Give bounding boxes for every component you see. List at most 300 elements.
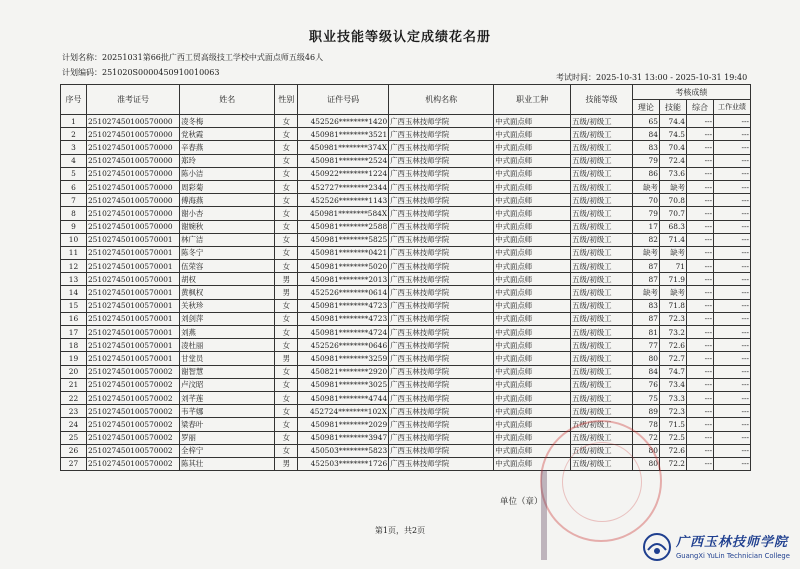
cell-trade: 中式面点师 bbox=[494, 207, 571, 220]
cell-name: 关秋珍 bbox=[180, 299, 275, 312]
cell-theory: 80 bbox=[632, 457, 659, 470]
cell-ticket: 251027450100570002 bbox=[86, 418, 179, 431]
cell-name: 胡权 bbox=[180, 273, 275, 286]
cell-work: --- bbox=[714, 286, 751, 299]
cell-level: 五级/初级工 bbox=[571, 167, 633, 180]
cell-ticket: 251027450100570000 bbox=[86, 180, 179, 193]
cell-trade: 中式面点师 bbox=[494, 180, 571, 193]
header-ticket: 准考证号 bbox=[86, 85, 179, 115]
cell-seq: 1 bbox=[61, 115, 87, 128]
cell-ticket: 251027450100570000 bbox=[86, 154, 179, 167]
cell-id: 452526********1420 bbox=[298, 115, 389, 128]
cell-theory: 87 bbox=[632, 312, 659, 325]
plan-code: 计划编码：251020S0000450910010063 bbox=[62, 68, 220, 77]
cell-theory: 缺考 bbox=[632, 246, 659, 259]
cell-gender: 女 bbox=[275, 326, 298, 339]
cell-skill: 缺考 bbox=[659, 246, 686, 259]
cell-theory: 75 bbox=[632, 391, 659, 404]
cell-theory: 79 bbox=[632, 154, 659, 167]
cell-work: --- bbox=[714, 246, 751, 259]
cell-level: 五级/初级工 bbox=[571, 405, 633, 418]
cell-id: 450981********3947 bbox=[298, 431, 389, 444]
cell-level: 五级/初级工 bbox=[571, 128, 633, 141]
table-row bbox=[61, 154, 751, 167]
cell-seq: 9 bbox=[61, 220, 87, 233]
cell-id: 452526********0614 bbox=[298, 286, 389, 299]
cell-level: 五级/初级工 bbox=[571, 180, 633, 193]
cell-work: --- bbox=[714, 326, 751, 339]
cell-ticket: 251027450100570001 bbox=[86, 273, 179, 286]
table-row bbox=[61, 260, 751, 273]
cell-theory: 87 bbox=[632, 273, 659, 286]
cell-org: 广西玉林技师学院 bbox=[389, 312, 494, 325]
cell-skill: 68.3 bbox=[659, 220, 686, 233]
cell-level: 五级/初级工 bbox=[571, 431, 633, 444]
table-row bbox=[61, 207, 751, 220]
cell-skill: 72.2 bbox=[659, 457, 686, 470]
cell-org: 广西玉林技师学院 bbox=[389, 154, 494, 167]
seal-inner-ring bbox=[562, 442, 642, 522]
cell-skill: 71.4 bbox=[659, 233, 686, 246]
cell-seq: 26 bbox=[61, 444, 87, 457]
cell-overall: --- bbox=[687, 391, 714, 404]
cell-theory: 83 bbox=[632, 141, 659, 154]
cell-theory: 86 bbox=[632, 167, 659, 180]
cell-id: 452724********102X bbox=[298, 405, 389, 418]
cell-id: 450981********5825 bbox=[298, 233, 389, 246]
cell-theory: 81 bbox=[632, 326, 659, 339]
cell-work: --- bbox=[714, 233, 751, 246]
cell-org: 广西玉林技师学院 bbox=[389, 457, 494, 470]
cell-skill: 71.5 bbox=[659, 418, 686, 431]
cell-gender: 女 bbox=[275, 115, 298, 128]
cell-theory: 缺考 bbox=[632, 180, 659, 193]
cell-name: 黄枫权 bbox=[180, 286, 275, 299]
cell-org: 广西玉林技师学院 bbox=[389, 365, 494, 378]
college-emblem-icon bbox=[642, 532, 672, 562]
cell-id: 452526********1143 bbox=[298, 194, 389, 207]
cell-work: --- bbox=[714, 128, 751, 141]
cell-gender: 女 bbox=[275, 141, 298, 154]
cell-level: 五级/初级工 bbox=[571, 154, 633, 167]
cell-org: 广西玉林技师学院 bbox=[389, 391, 494, 404]
cell-ticket: 251027450100570001 bbox=[86, 260, 179, 273]
cell-gender: 男 bbox=[275, 457, 298, 470]
cell-skill: 72.3 bbox=[659, 405, 686, 418]
cell-overall: --- bbox=[687, 233, 714, 246]
cell-ticket: 251027450100570002 bbox=[86, 457, 179, 470]
cell-level: 五级/初级工 bbox=[571, 339, 633, 352]
cell-org: 广西玉林技师学院 bbox=[389, 273, 494, 286]
cell-theory: 77 bbox=[632, 339, 659, 352]
cell-work: --- bbox=[714, 418, 751, 431]
header-org: 机构名称 bbox=[389, 85, 494, 115]
cell-skill: 72.3 bbox=[659, 312, 686, 325]
cell-trade: 中式面点师 bbox=[494, 273, 571, 286]
cell-skill: 71.9 bbox=[659, 273, 686, 286]
table-row bbox=[61, 339, 751, 352]
cell-level: 五级/初级工 bbox=[571, 391, 633, 404]
cell-seq: 3 bbox=[61, 141, 87, 154]
header-gender: 性别 bbox=[275, 85, 298, 115]
cell-gender: 女 bbox=[275, 220, 298, 233]
cell-name: 辛春燕 bbox=[180, 141, 275, 154]
cell-ticket: 251027450100570001 bbox=[86, 339, 179, 352]
cell-trade: 中式面点师 bbox=[494, 405, 571, 418]
cell-overall: --- bbox=[687, 286, 714, 299]
table-row bbox=[61, 405, 751, 418]
cell-org: 广西玉林技师学院 bbox=[389, 418, 494, 431]
cell-seq: 12 bbox=[61, 260, 87, 273]
cell-org: 广西玉林技师学院 bbox=[389, 180, 494, 193]
cell-level: 五级/初级工 bbox=[571, 444, 633, 457]
cell-gender: 女 bbox=[275, 167, 298, 180]
table-row bbox=[61, 194, 751, 207]
table-row bbox=[61, 233, 751, 246]
cell-id: 450981********374X bbox=[298, 141, 389, 154]
cell-id: 450981********0421 bbox=[298, 246, 389, 259]
cell-org: 广西玉林技师学院 bbox=[389, 326, 494, 339]
cell-seq: 18 bbox=[61, 339, 87, 352]
cell-seq: 10 bbox=[61, 233, 87, 246]
header-theory: 理论 bbox=[632, 100, 659, 115]
cell-ticket: 251027450100570002 bbox=[86, 391, 179, 404]
cell-gender: 女 bbox=[275, 405, 298, 418]
cell-skill: 70.7 bbox=[659, 207, 686, 220]
cell-theory: 84 bbox=[632, 365, 659, 378]
cell-name: 谢智慧 bbox=[180, 365, 275, 378]
page-number: 第1页，共2页 bbox=[374, 526, 426, 535]
cell-id: 452503********1726 bbox=[298, 457, 389, 470]
cell-org: 广西玉林技师学院 bbox=[389, 207, 494, 220]
table-row bbox=[61, 273, 751, 286]
header-id: 证件号码 bbox=[298, 85, 389, 115]
cell-name: 谢婉秋 bbox=[180, 220, 275, 233]
cell-seq: 19 bbox=[61, 352, 87, 365]
cell-gender: 女 bbox=[275, 339, 298, 352]
cell-work: --- bbox=[714, 220, 751, 233]
cell-gender: 女 bbox=[275, 180, 298, 193]
cell-name: 刘燕 bbox=[180, 326, 275, 339]
cell-name: 梁春叶 bbox=[180, 418, 275, 431]
table-row bbox=[61, 391, 751, 404]
cell-theory: 17 bbox=[632, 220, 659, 233]
cell-seq: 6 bbox=[61, 180, 87, 193]
cell-theory: 70 bbox=[632, 194, 659, 207]
cell-theory: 80 bbox=[632, 352, 659, 365]
cell-org: 广西玉林技师学院 bbox=[389, 141, 494, 154]
cell-overall: --- bbox=[687, 444, 714, 457]
cell-org: 广西玉林技师学院 bbox=[389, 128, 494, 141]
cell-skill: 71 bbox=[659, 260, 686, 273]
cell-seq: 2 bbox=[61, 128, 87, 141]
cell-name: 罗丽 bbox=[180, 431, 275, 444]
cell-name: 陈小洁 bbox=[180, 167, 275, 180]
cell-org: 广西玉林技师学院 bbox=[389, 194, 494, 207]
cell-ticket: 251027450100570000 bbox=[86, 194, 179, 207]
cell-skill: 74.7 bbox=[659, 365, 686, 378]
cell-overall: --- bbox=[687, 167, 714, 180]
cell-level: 五级/初级工 bbox=[571, 418, 633, 431]
cell-name: 伍荣容 bbox=[180, 260, 275, 273]
cell-org: 广西玉林技师学院 bbox=[389, 405, 494, 418]
cell-work: --- bbox=[714, 312, 751, 325]
cell-id: 450981********4724 bbox=[298, 326, 389, 339]
header-name: 姓名 bbox=[180, 85, 275, 115]
cell-overall: --- bbox=[687, 194, 714, 207]
cell-org: 广西玉林技师学院 bbox=[389, 220, 494, 233]
cell-name: 陈其壮 bbox=[180, 457, 275, 470]
cell-skill: 71.8 bbox=[659, 299, 686, 312]
cell-name: 刘芊莲 bbox=[180, 391, 275, 404]
table-row bbox=[61, 365, 751, 378]
page-title: 职业技能等级认定成绩花名册 bbox=[308, 30, 491, 45]
cell-skill: 73.3 bbox=[659, 391, 686, 404]
cell-name: 郑玲 bbox=[180, 154, 275, 167]
cell-org: 广西玉林技师学院 bbox=[389, 352, 494, 365]
table-row bbox=[61, 220, 751, 233]
cell-name: 周彩菊 bbox=[180, 180, 275, 193]
cell-id: 450981********4744 bbox=[298, 391, 389, 404]
cell-skill: 72.6 bbox=[659, 444, 686, 457]
cell-theory: 89 bbox=[632, 405, 659, 418]
cell-work: --- bbox=[714, 299, 751, 312]
cell-level: 五级/初级工 bbox=[571, 378, 633, 391]
cell-skill: 缺考 bbox=[659, 180, 686, 193]
cell-seq: 14 bbox=[61, 286, 87, 299]
cell-level: 五级/初级工 bbox=[571, 312, 633, 325]
cell-work: --- bbox=[714, 365, 751, 378]
cell-trade: 中式面点师 bbox=[494, 115, 571, 128]
cell-overall: --- bbox=[687, 352, 714, 365]
cell-level: 五级/初级工 bbox=[571, 233, 633, 246]
cell-work: --- bbox=[714, 154, 751, 167]
cell-level: 五级/初级工 bbox=[571, 365, 633, 378]
cell-seq: 21 bbox=[61, 378, 87, 391]
cell-work: --- bbox=[714, 391, 751, 404]
header-overall: 综合 bbox=[687, 100, 714, 115]
cell-skill: 72.6 bbox=[659, 339, 686, 352]
table-row bbox=[61, 141, 751, 154]
cell-theory: 80 bbox=[632, 444, 659, 457]
cell-trade: 中式面点师 bbox=[494, 167, 571, 180]
cell-skill: 72.7 bbox=[659, 352, 686, 365]
cell-gender: 女 bbox=[275, 194, 298, 207]
cell-id: 450981********584X bbox=[298, 207, 389, 220]
cell-trade: 中式面点师 bbox=[494, 326, 571, 339]
cell-gender: 女 bbox=[275, 207, 298, 220]
cell-trade: 中式面点师 bbox=[494, 286, 571, 299]
cell-theory: 76 bbox=[632, 378, 659, 391]
cell-gender: 女 bbox=[275, 154, 298, 167]
cell-trade: 中式面点师 bbox=[494, 246, 571, 259]
cell-overall: --- bbox=[687, 246, 714, 259]
cell-org: 广西玉林技师学院 bbox=[389, 444, 494, 457]
cell-work: --- bbox=[714, 339, 751, 352]
cell-level: 五级/初级工 bbox=[571, 352, 633, 365]
cell-ticket: 251027450100570000 bbox=[86, 220, 179, 233]
score-table bbox=[60, 84, 751, 471]
cell-work: --- bbox=[714, 167, 751, 180]
cell-ticket: 251027450100570000 bbox=[86, 167, 179, 180]
header-work: 工作业绩 bbox=[714, 100, 751, 115]
cell-overall: --- bbox=[687, 365, 714, 378]
cell-id: 450981********3025 bbox=[298, 378, 389, 391]
cell-id: 450503********5823 bbox=[298, 444, 389, 457]
cell-ticket: 251027450100570002 bbox=[86, 444, 179, 457]
cell-trade: 中式面点师 bbox=[494, 391, 571, 404]
cell-gender: 男 bbox=[275, 273, 298, 286]
cell-work: --- bbox=[714, 444, 751, 457]
cell-id: 450981********2029 bbox=[298, 418, 389, 431]
exam-time: 考试时间：2025-10-31 13:00 - 2025-10-31 19:40 bbox=[556, 73, 748, 82]
cell-id: 450922********1224 bbox=[298, 167, 389, 180]
cell-seq: 16 bbox=[61, 312, 87, 325]
cell-work: --- bbox=[714, 194, 751, 207]
cell-level: 五级/初级工 bbox=[571, 246, 633, 259]
cell-overall: --- bbox=[687, 299, 714, 312]
cell-name: 凌冬梅 bbox=[180, 115, 275, 128]
cell-gender: 女 bbox=[275, 378, 298, 391]
cell-gender: 女 bbox=[275, 365, 298, 378]
cell-org: 广西玉林技师学院 bbox=[389, 299, 494, 312]
cell-work: --- bbox=[714, 378, 751, 391]
cell-level: 五级/初级工 bbox=[571, 299, 633, 312]
cell-org: 广西玉林技师学院 bbox=[389, 167, 494, 180]
cell-trade: 中式面点师 bbox=[494, 457, 571, 470]
cell-name: 凌杜丽 bbox=[180, 339, 275, 352]
plan-name: 计划名称：20251031第66批广西工贸高级技工学校中式面点师五级46人 bbox=[62, 53, 324, 62]
cell-level: 五级/初级工 bbox=[571, 220, 633, 233]
cell-work: --- bbox=[714, 207, 751, 220]
cell-id: 450981********4723 bbox=[298, 312, 389, 325]
cell-ticket: 251027450100570001 bbox=[86, 299, 179, 312]
table-row bbox=[61, 180, 751, 193]
header-skill: 技能 bbox=[659, 100, 686, 115]
cell-ticket: 251027450100570000 bbox=[86, 207, 179, 220]
cell-trade: 中式面点师 bbox=[494, 431, 571, 444]
table-row bbox=[61, 312, 751, 325]
cell-level: 五级/初级工 bbox=[571, 194, 633, 207]
cell-trade: 中式面点师 bbox=[494, 220, 571, 233]
cell-overall: --- bbox=[687, 312, 714, 325]
cell-gender: 女 bbox=[275, 312, 298, 325]
table-row bbox=[61, 326, 751, 339]
cell-name: 韦芊娜 bbox=[180, 405, 275, 418]
cell-id: 452727********2344 bbox=[298, 180, 389, 193]
table-row bbox=[61, 167, 751, 180]
cell-id: 450981********2588 bbox=[298, 220, 389, 233]
cell-level: 五级/初级工 bbox=[571, 286, 633, 299]
cell-overall: --- bbox=[687, 326, 714, 339]
cell-seq: 27 bbox=[61, 457, 87, 470]
cell-skill: 74.4 bbox=[659, 115, 686, 128]
cell-overall: --- bbox=[687, 405, 714, 418]
cell-level: 五级/初级工 bbox=[571, 207, 633, 220]
cell-seq: 15 bbox=[61, 299, 87, 312]
cell-gender: 女 bbox=[275, 128, 298, 141]
cell-name: 党秋霞 bbox=[180, 128, 275, 141]
cell-gender: 男 bbox=[275, 352, 298, 365]
cell-overall: --- bbox=[687, 418, 714, 431]
cell-level: 五级/初级工 bbox=[571, 457, 633, 470]
cell-trade: 中式面点师 bbox=[494, 233, 571, 246]
cell-seq: 25 bbox=[61, 431, 87, 444]
cell-ticket: 251027450100570001 bbox=[86, 246, 179, 259]
cell-org: 广西玉林技师学院 bbox=[389, 431, 494, 444]
cell-work: --- bbox=[714, 352, 751, 365]
cell-ticket: 251027450100570001 bbox=[86, 233, 179, 246]
cell-id: 452526********0646 bbox=[298, 339, 389, 352]
cell-skill: 73.6 bbox=[659, 167, 686, 180]
table-row bbox=[61, 418, 751, 431]
table-row bbox=[61, 299, 751, 312]
cell-work: --- bbox=[714, 141, 751, 154]
cell-seq: 8 bbox=[61, 207, 87, 220]
cell-level: 五级/初级工 bbox=[571, 326, 633, 339]
cell-skill: 73.4 bbox=[659, 378, 686, 391]
cell-name: 刘剑萍 bbox=[180, 312, 275, 325]
cell-gender: 女 bbox=[275, 418, 298, 431]
table-row bbox=[61, 246, 751, 259]
cell-trade: 中式面点师 bbox=[494, 418, 571, 431]
cell-org: 广西玉林技师学院 bbox=[389, 378, 494, 391]
cell-work: --- bbox=[714, 260, 751, 273]
cell-level: 五级/初级工 bbox=[571, 260, 633, 273]
cell-trade: 中式面点师 bbox=[494, 141, 571, 154]
cell-ticket: 251027450100570000 bbox=[86, 128, 179, 141]
header-scores: 考核成绩 bbox=[632, 85, 750, 100]
cell-overall: --- bbox=[687, 115, 714, 128]
cell-theory: 79 bbox=[632, 207, 659, 220]
header-trade: 职业工种 bbox=[494, 85, 571, 115]
header-seq: 序号 bbox=[61, 85, 87, 115]
cell-overall: --- bbox=[687, 260, 714, 273]
cell-overall: --- bbox=[687, 273, 714, 286]
cell-name: 甘堂员 bbox=[180, 352, 275, 365]
cell-ticket: 251027450100570001 bbox=[86, 326, 179, 339]
cell-seq: 7 bbox=[61, 194, 87, 207]
cell-id: 450981********4723 bbox=[298, 299, 389, 312]
cell-org: 广西玉林技师学院 bbox=[389, 233, 494, 246]
cell-gender: 女 bbox=[275, 299, 298, 312]
cell-seq: 13 bbox=[61, 273, 87, 286]
cell-ticket: 251027450100570001 bbox=[86, 352, 179, 365]
header-level: 技能等级 bbox=[571, 85, 633, 115]
cell-ticket: 251027450100570002 bbox=[86, 365, 179, 378]
cell-seq: 24 bbox=[61, 418, 87, 431]
cell-ticket: 251027450100570001 bbox=[86, 286, 179, 299]
cell-name: 陈冬宁 bbox=[180, 246, 275, 259]
cell-theory: 82 bbox=[632, 233, 659, 246]
cell-name: 卢汶昭 bbox=[180, 378, 275, 391]
cell-gender: 女 bbox=[275, 260, 298, 273]
cell-trade: 中式面点师 bbox=[494, 128, 571, 141]
cell-work: --- bbox=[714, 457, 751, 470]
table-row bbox=[61, 115, 751, 128]
table-row bbox=[61, 352, 751, 365]
cell-seq: 5 bbox=[61, 167, 87, 180]
cell-ticket: 251027450100570000 bbox=[86, 115, 179, 128]
college-english-name: GuangXi YuLin Technician College bbox=[676, 552, 790, 560]
cell-trade: 中式面点师 bbox=[494, 260, 571, 273]
cell-overall: --- bbox=[687, 180, 714, 193]
cell-gender: 女 bbox=[275, 431, 298, 444]
cell-overall: --- bbox=[687, 378, 714, 391]
college-logo bbox=[640, 527, 800, 569]
cell-theory: 78 bbox=[632, 418, 659, 431]
cell-name: 傅海燕 bbox=[180, 194, 275, 207]
